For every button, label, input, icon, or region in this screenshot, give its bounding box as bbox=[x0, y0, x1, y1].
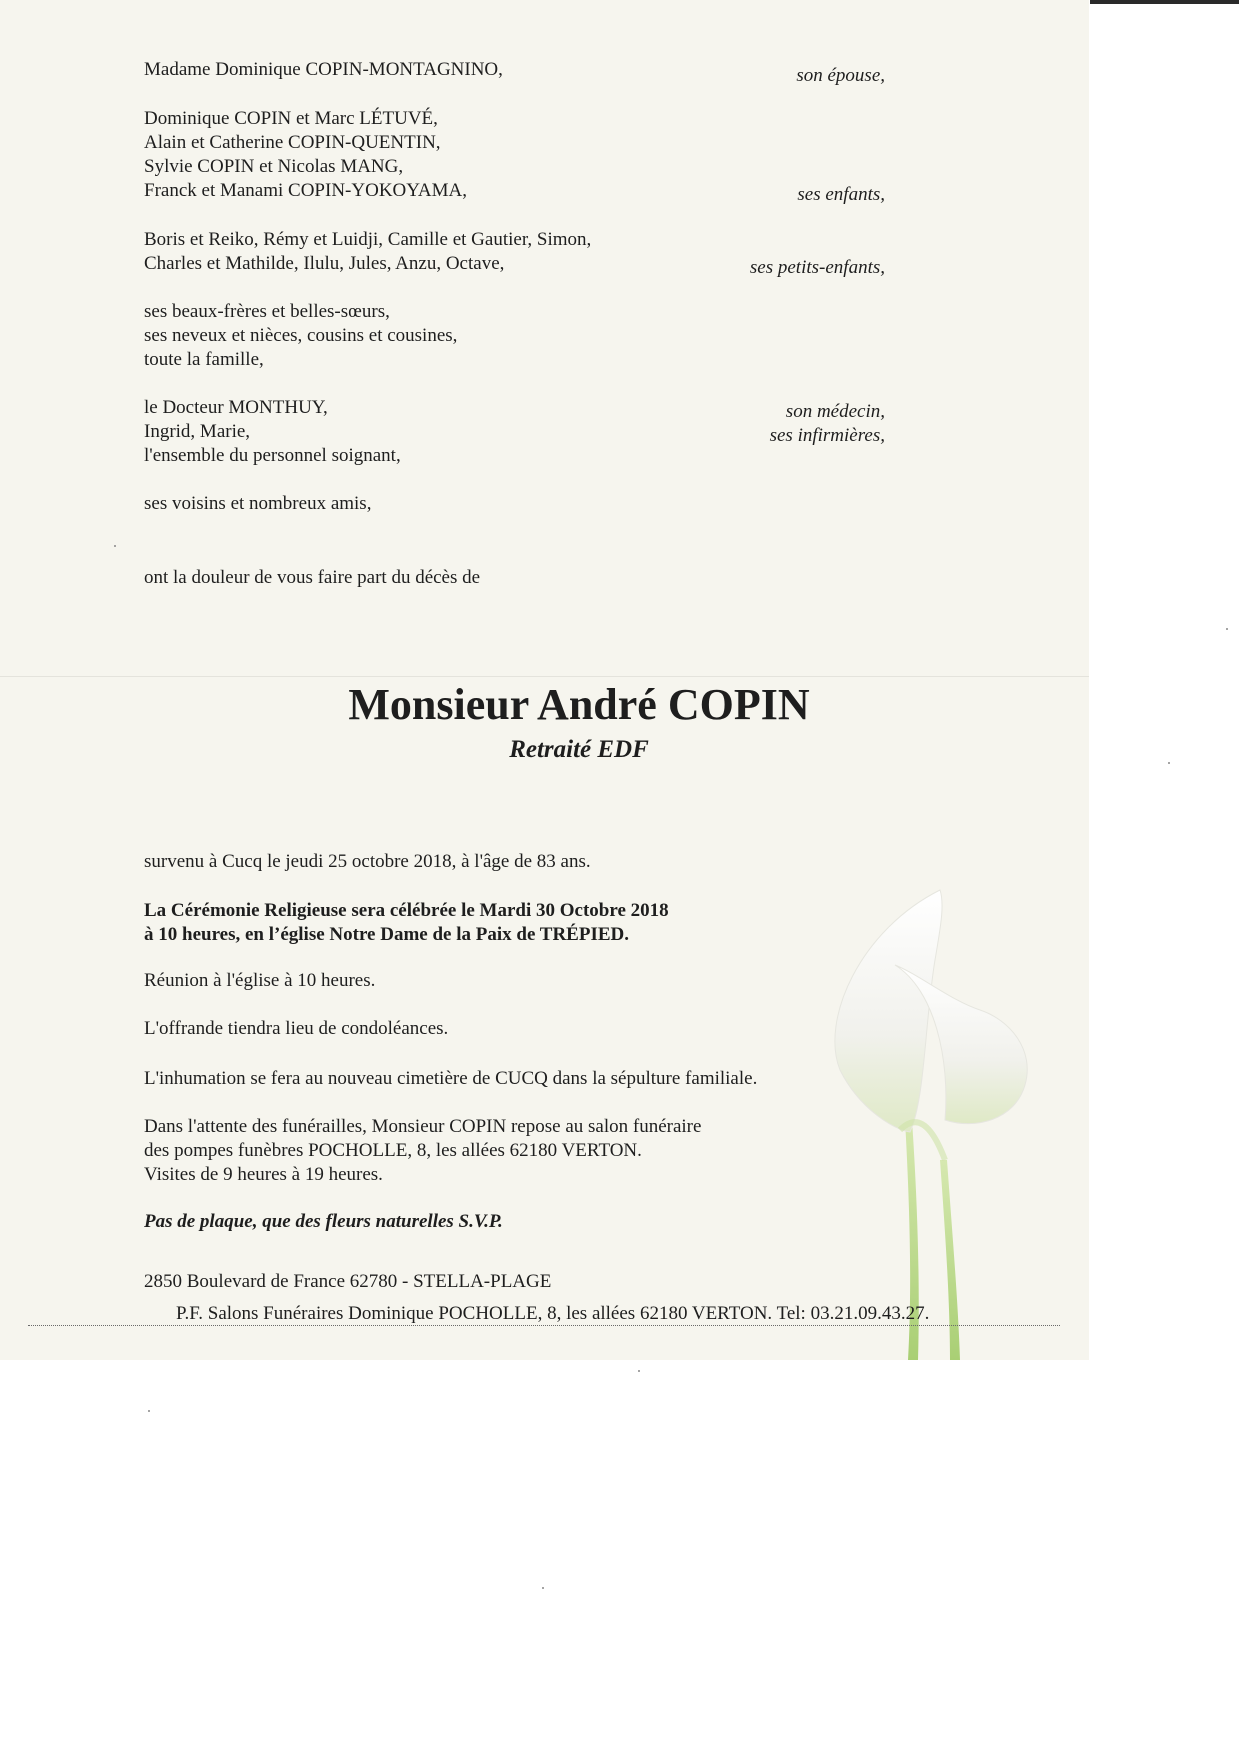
ceremony-line: à 10 heures, en l’église Notre Dame de la Paix de TRÉPIED. bbox=[144, 924, 629, 945]
offering-line: L'offrande tiendra lieu de condoléances. bbox=[144, 1018, 449, 1039]
death-notice: survenu à Cucq le jeudi 25 octobre 2018, à l'âge de 83 ans. bbox=[144, 851, 591, 872]
doctor-role: son médecin, bbox=[785, 401, 885, 422]
grandchild-line: Charles et Mathilde, Ilulu, Jules, Anzu, Octave, bbox=[144, 253, 505, 274]
scan-speck bbox=[1226, 628, 1228, 630]
child-line: Sylvie COPIN et Nicolas MANG, bbox=[144, 156, 404, 177]
relatives-line: toute la famille, bbox=[144, 349, 264, 370]
spouse-name: Madame Dominique COPIN-MONTAGNINO, bbox=[144, 59, 503, 80]
child-line: Dominique COPIN et Marc LÉTUVÉ, bbox=[144, 108, 438, 129]
card-fold-line bbox=[0, 676, 1089, 677]
funeral-home-footer: P.F. Salons Funéraires Dominique POCHOLLE, 8, les allées 62180 VERTON. Tel: 03.21.09.43.27. bbox=[176, 1303, 930, 1324]
friends-line: ses voisins et nombreux amis, bbox=[144, 493, 372, 514]
child-line: Alain et Catherine COPIN-QUENTIN, bbox=[144, 132, 441, 153]
spouse-role: son épouse, bbox=[796, 65, 885, 86]
scan-speck bbox=[542, 1587, 544, 1589]
medical-line: le Docteur MONTHUY, bbox=[144, 397, 328, 418]
viewing-line: Visites de 9 heures à 19 heures. bbox=[144, 1164, 383, 1185]
nurses-role: ses infirmières, bbox=[769, 425, 885, 446]
announcement-line: ont la douleur de vous faire part du décès de bbox=[144, 567, 481, 588]
scan-speck bbox=[148, 1410, 150, 1412]
flowers-request: Pas de plaque, que des fleurs naturelles S.V.P. bbox=[144, 1211, 503, 1232]
meeting-line: Réunion à l'église à 10 heures. bbox=[144, 970, 376, 991]
medical-line: Ingrid, Marie, bbox=[144, 421, 251, 442]
scan-speck bbox=[638, 1370, 640, 1372]
burial-line: L'inhumation se fera au nouveau cimetière de CUCQ dans la sépulture familiale. bbox=[144, 1068, 758, 1089]
calla-lily-icon bbox=[800, 870, 1060, 1360]
ceremony-line: La Cérémonie Religieuse sera célébrée le Mardi 30 Octobre 2018 bbox=[144, 900, 669, 921]
viewing-line: des pompes funèbres POCHOLLE, 8, les allées 62180 VERTON. bbox=[144, 1140, 642, 1161]
children-role: ses enfants, bbox=[797, 184, 885, 205]
medical-line: l'ensemble du personnel soignant, bbox=[144, 445, 401, 466]
deceased-title: Retraité EDF bbox=[509, 736, 649, 763]
deceased-name: Monsieur André COPIN bbox=[348, 680, 810, 729]
scan-speck bbox=[1168, 762, 1170, 764]
family-address: 2850 Boulevard de France 62780 - STELLA-PLAGE bbox=[144, 1271, 552, 1292]
relatives-line: ses beaux-frères et belles-sœurs, bbox=[144, 301, 390, 322]
viewing-line: Dans l'attente des funérailles, Monsieur COPIN repose au salon funéraire bbox=[144, 1116, 702, 1137]
child-line: Franck et Manami COPIN-YOKOYAMA, bbox=[144, 180, 467, 201]
scan-speck bbox=[114, 545, 116, 547]
grandchild-line: Boris et Reiko, Rémy et Luidji, Camille et Gautier, Simon, bbox=[144, 229, 592, 250]
relatives-line: ses neveux et nièces, cousins et cousines, bbox=[144, 325, 458, 346]
scan-edge bbox=[1090, 0, 1239, 4]
grandchildren-role: ses petits-enfants, bbox=[749, 257, 885, 278]
